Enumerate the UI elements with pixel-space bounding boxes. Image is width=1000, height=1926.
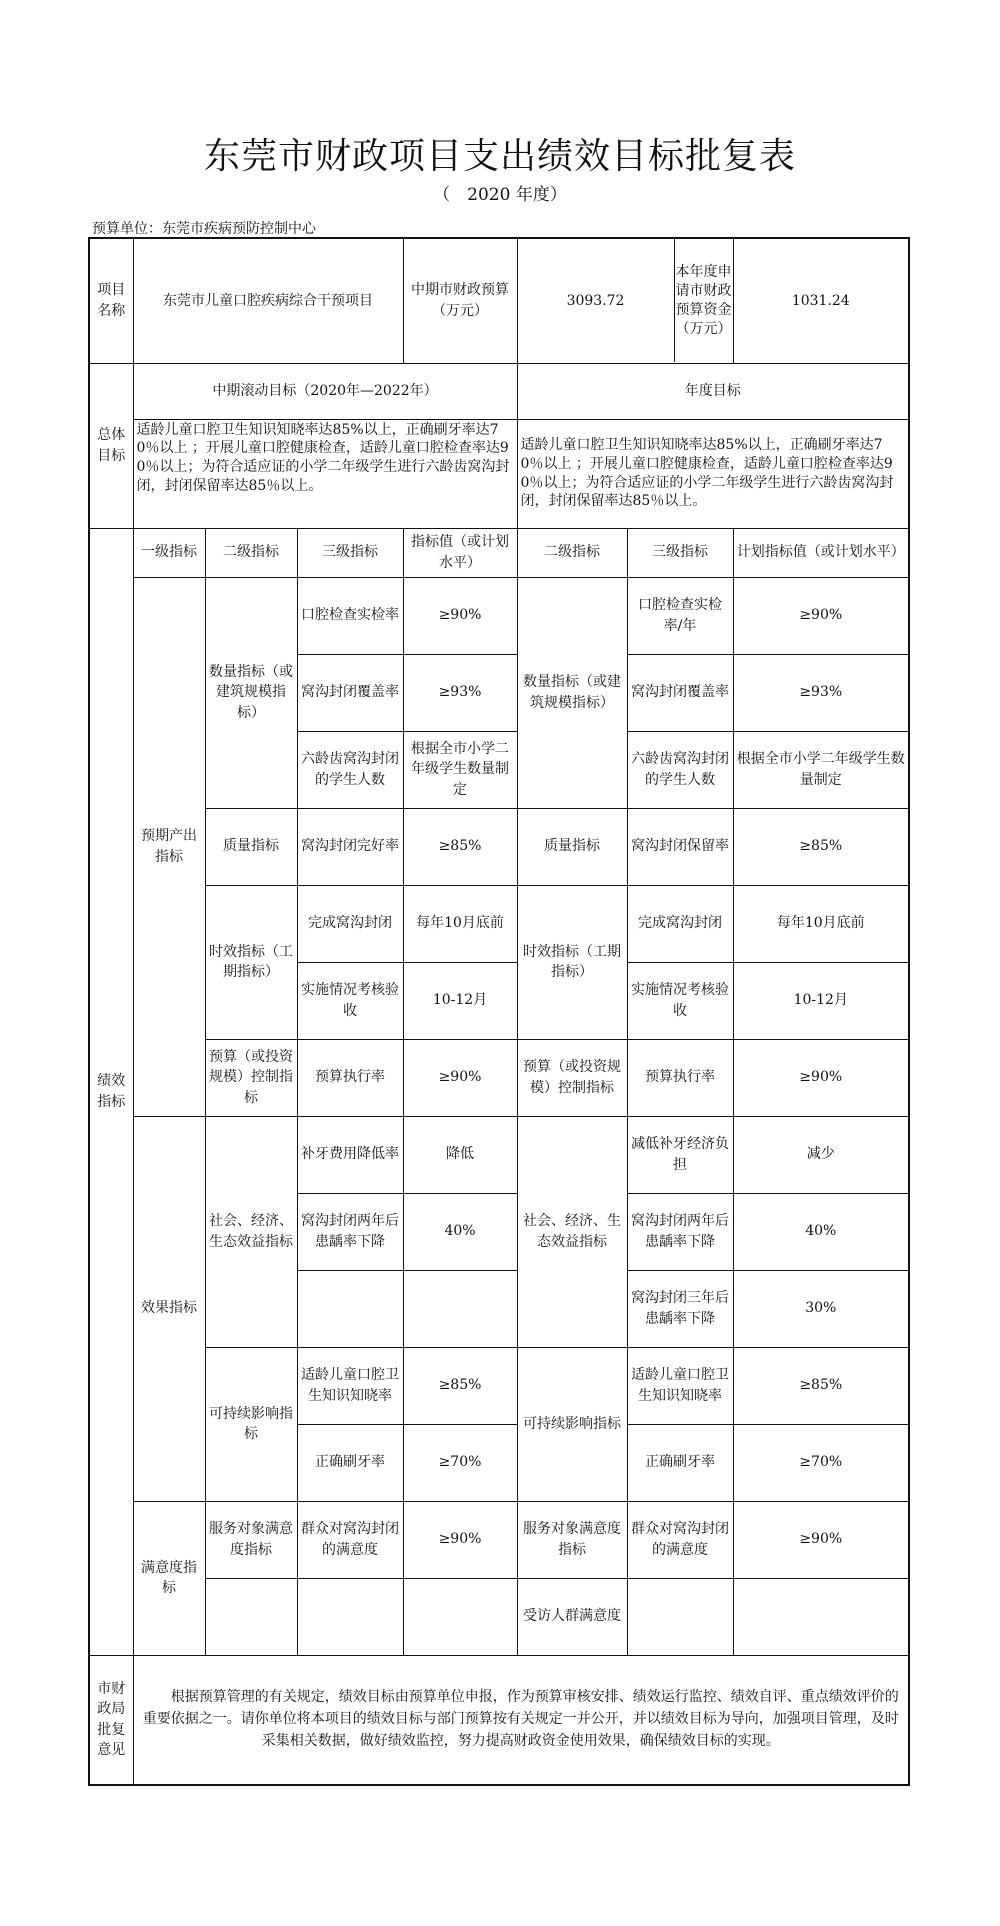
project-name-value: 东莞市儿童口腔疾病综合干预项目 [133, 238, 403, 363]
col-level1: 一级指标 [133, 528, 205, 577]
left-value: 每年10月底前 [403, 885, 517, 962]
annual-goal-text: 适龄儿童口腔卫生知识知晓率达85%以上，正确刷牙率达70％以上 ；开展儿童口腔健康检查，适龄儿童口腔检查率达90％以上；为符合适应证的小学二年级学生进行六龄齿窝沟封闭，封闭保留率达85％以上。 [517, 419, 909, 528]
left-budget: 预算（或投资规模）控制指标 [205, 1039, 297, 1116]
right-l3: 完成窝沟封闭 [627, 885, 733, 962]
indicator-row [89, 1039, 909, 1116]
annual-goal-header: 年度目标 [517, 363, 909, 419]
left-l3: 口腔检查实检率 [297, 577, 403, 654]
right-l3: 窝沟封闭两年后患龋率下降 [627, 1193, 733, 1270]
opinion-row [89, 1655, 909, 1785]
right-l3: 窝沟封闭保留率 [627, 808, 733, 885]
midterm-goal-header: 中期滚动目标（2020年—2022年） [133, 363, 517, 419]
left-value: 40% [403, 1193, 517, 1270]
indicator-row [89, 1501, 909, 1578]
right-value: 10-12月 [733, 962, 909, 1039]
right-visitor: 受访人群满意度 [517, 1578, 627, 1655]
left-timeliness: 时效指标（工期指标） [205, 885, 297, 1039]
project-name-label: 项目名称 [89, 238, 133, 363]
indicator-row [89, 1578, 909, 1655]
left-value [403, 1270, 517, 1347]
performance-indicators-label: 绩效指标 [89, 528, 133, 1655]
col-right-level3: 三级指标 [627, 528, 733, 577]
left-value: ≥90% [403, 1039, 517, 1116]
indicator-header-row [89, 528, 909, 577]
left-value: 降低 [403, 1116, 517, 1193]
left-value [403, 1578, 517, 1655]
overall-goals-header-row [89, 363, 909, 419]
project-row [89, 238, 909, 363]
indicator-row [89, 1116, 909, 1193]
left-l3: 补牙费用降低率 [297, 1116, 403, 1193]
right-value: 40% [733, 1193, 909, 1270]
midterm-budget-label: 中期市财政预算（万元） [403, 238, 517, 363]
col-right-level2: 二级指标 [517, 528, 627, 577]
left-value: ≥85% [403, 808, 517, 885]
left-quality: 质量指标 [205, 808, 297, 885]
right-value: 根据全市小学二年级学生数量制定 [733, 731, 909, 808]
group-satisfaction: 满意度指标 [133, 1501, 205, 1655]
right-value: ≥90% [733, 1039, 909, 1116]
left-value: ≥85% [403, 1347, 517, 1424]
left-value: ≥90% [403, 1501, 517, 1578]
left-value: 10-12月 [403, 962, 517, 1039]
right-l3: 预算执行率 [627, 1039, 733, 1116]
midterm-budget-value: 3093.72 [518, 239, 675, 362]
right-social: 社会、经济、生态效益指标 [517, 1116, 627, 1347]
annual-budget-value: 1031.24 [733, 238, 909, 363]
left-l3 [297, 1270, 403, 1347]
indicator-row [89, 577, 909, 654]
col-value: 指标值（或计划水平） [403, 528, 517, 577]
left-quantity: 数量指标（或建筑规模指标） [205, 577, 297, 808]
right-l3: 窝沟封闭覆盖率 [627, 654, 733, 731]
right-value: ≥93% [733, 654, 909, 731]
right-l3 [627, 1578, 733, 1655]
page-title: 东莞市财政项目支出绩效目标批复表 [203, 136, 796, 177]
budget-unit: 预算单位：东莞市疾病预防控制中心 [92, 221, 316, 237]
group-output: 预期产出指标 [133, 577, 205, 1116]
group-effect: 效果指标 [133, 1116, 205, 1501]
right-service: 服务对象满意度指标 [517, 1501, 627, 1578]
right-l3: 减低补牙经济负担 [627, 1116, 733, 1193]
left-l3 [297, 1578, 403, 1655]
left-l3: 正确刷牙率 [297, 1424, 403, 1501]
col-right-value: 计划指标值（或计划水平） [733, 528, 909, 577]
indicator-row [89, 885, 909, 962]
left-l3: 完成窝沟封闭 [297, 885, 403, 962]
left-l3: 适龄儿童口腔卫生知识知晓率 [297, 1347, 403, 1424]
performance-approval-table [88, 237, 910, 1786]
left-sustain: 可持续影响指标 [205, 1347, 297, 1501]
right-l3: 适龄儿童口腔卫生知识知晓率 [627, 1347, 733, 1424]
left-l3: 群众对窝沟封闭的满意度 [297, 1501, 403, 1578]
right-l3: 正确刷牙率 [627, 1424, 733, 1501]
left-l3: 窝沟封闭两年后患龋率下降 [297, 1193, 403, 1270]
right-timeliness: 时效指标（工期指标） [517, 885, 627, 1039]
left-l3: 窝沟封闭完好率 [297, 808, 403, 885]
opinion-text: 根据预算管理的有关规定，绩效目标由预算单位申报，作为预算审核安排、绩效运行监控、绩效自评、重点绩效评价的重要依据之一。请你单位将本项目的绩效目标与部门预算按有关规定一并公开，并以绩效目标为导向，加强项目管理，及时采集相关数据，做好绩效监控，努力提高财政资金使用效果，确保绩效目标的实现。 [133, 1655, 909, 1785]
right-quantity: 数量指标（或建筑规模指标） [517, 577, 627, 808]
right-value: 每年10月底前 [733, 885, 909, 962]
left-social: 社会、经济、生态效益指标 [205, 1116, 297, 1347]
overall-goals-text-row [89, 419, 909, 528]
left-value: 根据全市小学二年级学生数量制定 [403, 731, 517, 808]
overall-goals-label: 总体目标 [89, 363, 133, 528]
left-l3: 实施情况考核验收 [297, 962, 403, 1039]
right-value: ≥90% [733, 577, 909, 654]
right-l3: 群众对窝沟封闭的满意度 [627, 1501, 733, 1578]
left-service: 服务对象满意度指标 [205, 1501, 297, 1578]
right-value: 减少 [733, 1116, 909, 1193]
left-value: ≥93% [403, 654, 517, 731]
col-level2: 二级指标 [205, 528, 297, 577]
right-value: ≥90% [733, 1501, 909, 1578]
left-l3: 预算执行率 [297, 1039, 403, 1116]
right-value: ≥85% [733, 808, 909, 885]
year-subtitle: （ 2020 年度） [433, 185, 567, 205]
right-value: 30% [733, 1270, 909, 1347]
left-empty-l2 [205, 1578, 297, 1655]
right-sustain: 可持续影响指标 [517, 1347, 627, 1501]
left-l3: 窝沟封闭覆盖率 [297, 654, 403, 731]
opinion-label: 市财政局批复意见 [89, 1655, 133, 1785]
midterm-goal-text: 适龄儿童口腔卫生知识知晓率达85%以上，正确刷牙率达70％以上 ；开展儿童口腔健康检查，适龄儿童口腔检查率达90％以上；为符合适应证的小学二年级学生进行六龄齿窝沟封闭，封闭保留率达85％以上。 [133, 419, 517, 528]
right-l3: 口腔检查实检率/年 [627, 577, 733, 654]
right-l3: 实施情况考核验收 [627, 962, 733, 1039]
right-value: ≥85% [733, 1347, 909, 1424]
indicator-row [89, 1347, 909, 1424]
annual-budget-label: 本年度申请市财政预算资金（万元） [675, 263, 732, 337]
right-l3: 窝沟封闭三年后患龋率下降 [627, 1270, 733, 1347]
right-value [733, 1578, 909, 1655]
right-budget: 预算（或投资规模）控制指标 [517, 1039, 627, 1116]
right-quality: 质量指标 [517, 808, 627, 885]
left-value: ≥90% [403, 577, 517, 654]
left-value: ≥70% [403, 1424, 517, 1501]
right-l3: 六龄齿窝沟封闭的学生人数 [627, 731, 733, 808]
left-l3: 六龄齿窝沟封闭的学生人数 [297, 731, 403, 808]
right-value: ≥70% [733, 1424, 909, 1501]
col-level3: 三级指标 [297, 528, 403, 577]
indicator-row [89, 808, 909, 885]
